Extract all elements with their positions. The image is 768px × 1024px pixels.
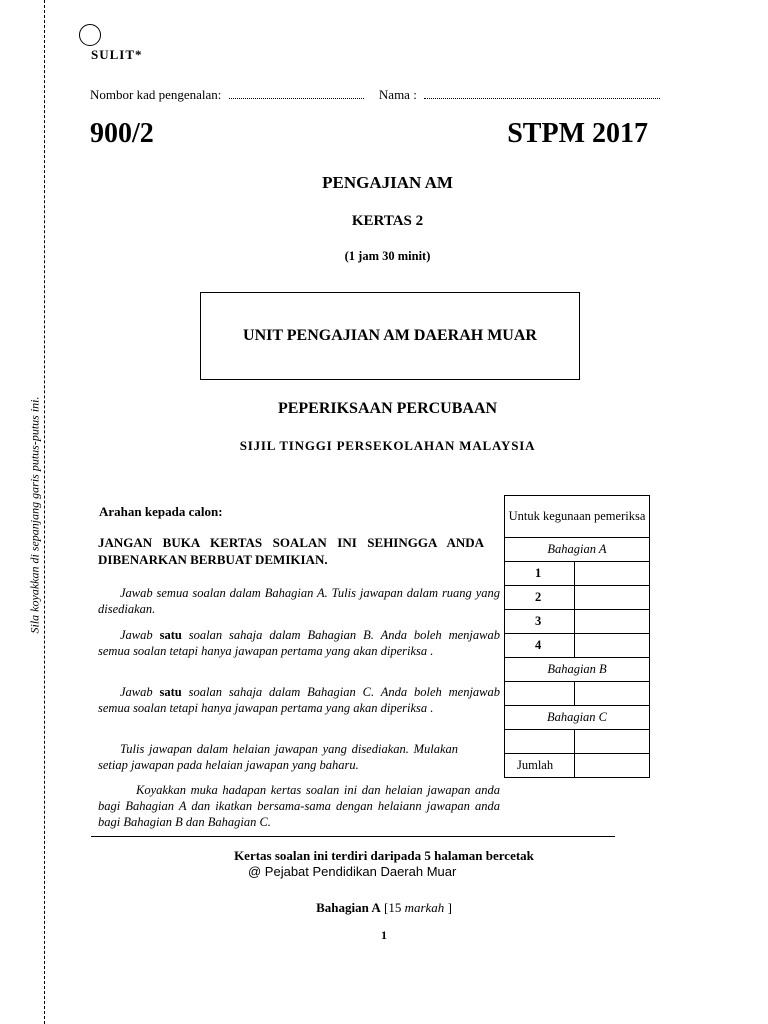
cut-dashed-line [44,0,45,1024]
paper-title: KERTAS 2 [351,213,424,229]
page-number: 1 [381,928,387,942]
id-label: Nombor kad pengenalan: [90,87,222,102]
id-field[interactable] [229,87,364,99]
section-divider [91,836,615,837]
score-section-a: Bahagian A [505,538,650,562]
exam-type: PEPERIKSAAN PERCUBAAN [277,400,498,417]
instruction-tear-off: Koyakkan muka hadapan kertas soalan ini dan helaian jawapan anda bagi Bahagian A dan ikatkan bersama-sama dengan helaiann jawapan anda bagi Bahagian B dan Bahagian C. [98,783,500,829]
instruction-part-a: Jawab semua soalan dalam Bahagian A. Tulis jawapan dalam ruang yang disediakan. [98,586,500,616]
score-row-blank [505,730,575,754]
sulit-label: SULIT* [91,47,143,62]
score-section-c: Bahagian C [505,706,650,730]
instruction-part-b: Jawab satu soalan sahaja dalam Bahagian B. Anda boleh menjawab semua soalan tetapi hanya jawapan pertama yang akan diperiksa . [98,628,500,658]
section-a-heading: Bahagian A [15 markah ] [316,900,452,915]
name-label: Nama : [378,87,417,102]
score-table-header: Untuk kegunaan pemeriksa [505,496,650,538]
certificate-name: SIJIL TINGGI PERSEKOLAHAN MALAYSIA [239,438,536,453]
score-cell[interactable] [575,610,650,634]
score-row-label: 4 [505,634,575,658]
hole-circle-mark [79,24,101,46]
page-count-note: Kertas soalan ini terdiri daripada 5 halaman bercetak [234,848,534,863]
score-section-b: Bahagian B [505,658,650,682]
unit-box [200,292,580,380]
score-cell[interactable] [575,730,650,754]
copyright-note: @ Pejabat Pendidikan Daerah Muar [248,864,457,879]
instructions-warning: JANGAN BUKA KERTAS SOALAN INI SEHINGGA ANDA DIBENARKAN BERBUAT DEMIKIAN. [98,535,484,567]
duration: (1 jam 30 minit) [344,249,431,263]
candidate-id-row [90,87,660,103]
paper-code: 900/2 [90,118,154,149]
subject-title: PENGAJIAN AM [322,173,453,192]
score-cell[interactable] [575,634,650,658]
score-total-cell[interactable] [575,754,650,778]
name-field[interactable] [424,87,660,99]
exam-year: STPM 2017 [507,118,648,149]
instructions-heading: Arahan kepada calon: [99,504,223,519]
cut-instruction-note: Sila koyakkan di sepanjang garis putus-putus ini. [27,396,42,634]
score-row-label: 3 [505,610,575,634]
score-cell[interactable] [575,562,650,586]
score-row-label: 2 [505,586,575,610]
examiner-score-table [504,495,650,778]
score-cell[interactable] [575,682,650,706]
unit-title: UNIT PENGAJIAN AM DAERAH MUAR [243,327,537,344]
score-total-label: Jumlah [505,754,575,778]
score-row-blank [505,682,575,706]
instruction-answer-sheet: Tulis jawapan dalam helaian jawapan yang disediakan. Mulakan setiap jawapan pada helaian jawapan yang baharu. [98,742,458,772]
score-row-label: 1 [505,562,575,586]
score-cell[interactable] [575,586,650,610]
instruction-part-c: Jawab satu soalan sahaja dalam Bahagian C. Anda boleh menjawab semua soalan tetapi hanya jawapan pertama yang akan diperiksa . [98,685,501,715]
